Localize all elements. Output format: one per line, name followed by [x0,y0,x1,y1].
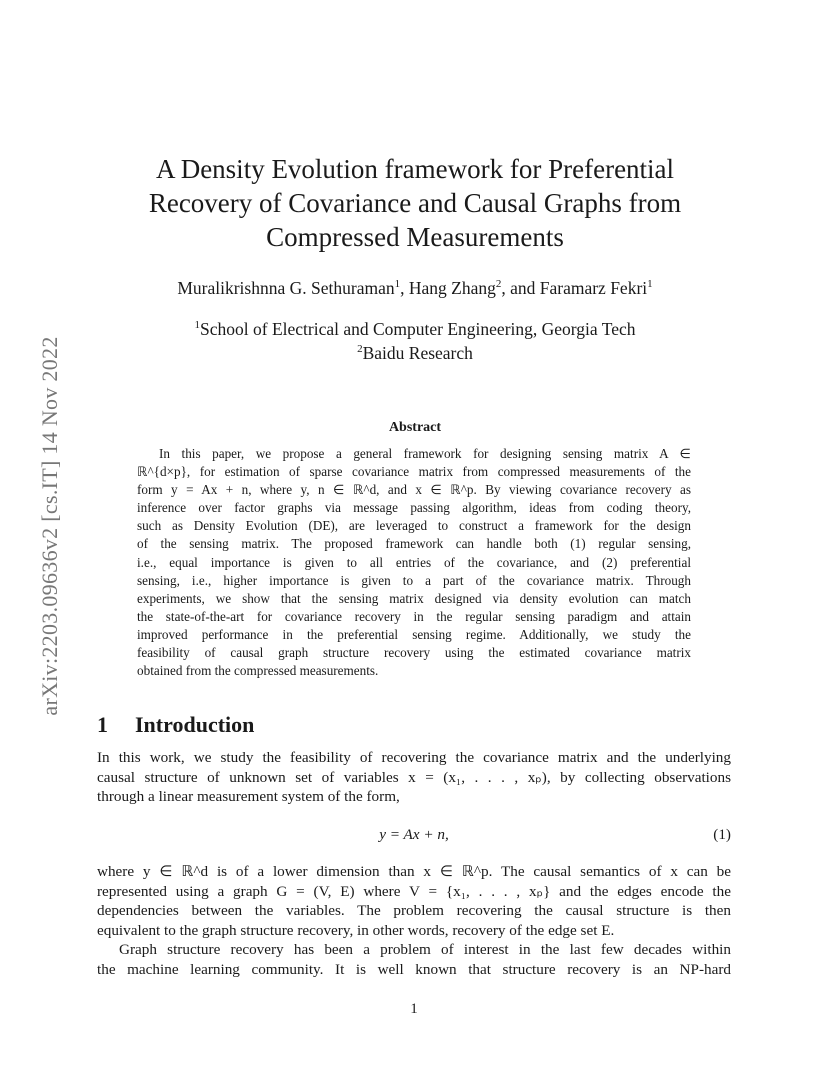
page-number: 1 [410,1001,418,1017]
title-line: Compressed Measurements [266,222,564,252]
author-name: Hang Zhang [408,278,496,298]
title-line: A Density Evolution framework for Preferential [155,154,675,184]
intro-paragraph [97,940,731,979]
paragraph-line: In this work, we study the feasibility of recovering the covariance matrix and the underlying [97,749,731,766]
affiliation-name: Baidu Research [362,343,473,363]
author-separator: , and [501,278,540,298]
author-affiliation-mark: 1 [647,278,653,290]
affiliation [100,341,730,365]
paragraph-line: causal structure of unknown set of variables x = (x₁, . . . , xₚ), by collecting observations [97,768,731,786]
title-line: Recovery of Covariance and Causal Graphs from [148,188,682,218]
paragraph-line: equivalent to the graph structure recovery, in other words, recovery of the edge set E. [97,921,615,939]
abstract-line: experiments, we show that the sensing matrix designed via density evolution can match [137,590,691,606]
paragraph-line: the machine learning community. It is well known that structure recovery is an NP-hard [97,960,731,978]
abstract-line: such as Density Evolution (DE), are leveraged to construct a framework for the design [137,518,691,534]
affiliation-mark: 2 [357,343,363,355]
abstract-line: the state-of-the-art for covariance recovery in the regular sensing paradigm and attain [137,608,691,624]
intro-paragraph [97,748,731,807]
section-number: 1 [97,712,108,737]
paragraph-line: through a linear measurement system of the form, [97,788,400,806]
abstract-line: sensing, i.e., higher importance is given to a part of the covariance matrix. Through [137,572,691,588]
author-separator: , [400,278,409,298]
paper-title [100,152,730,254]
abstract-line: of the sensing matrix. The proposed framework can handle both (1) regular sensing, [137,536,691,552]
abstract-line: form y = Ax + n, where y, n ∈ ℝ^d, and x ∈ ℝ^p. By viewing covariance recovery as [137,482,691,498]
abstract-body [137,445,691,680]
arxiv-identifier-stamp: arXiv:2203.09636v2 [cs.IT] 14 Nov 2022 [37,336,62,716]
intro-paragraph [97,862,731,940]
equation-body: y = Ax + n, [379,826,449,843]
abstract-line: feasibility of causal graph structure recovery using the estimated covariance matrix [137,645,691,661]
abstract-line: improved performance in the preferential sensing regime. Additionally, we study the [137,626,691,642]
affiliation [100,317,730,341]
paragraph-line: Graph structure recovery has been a problem of interest in the last few decades within [119,941,731,958]
abstract-line: i.e., equal importance is given to all entries of the covariance, and (2) preferential [137,554,691,570]
equation-number: (1) [713,826,731,843]
section-title: Introduction [135,712,255,737]
author-affiliation-mark: 2 [495,278,502,290]
abstract-line: In this paper, we propose a general framework for designing sensing matrix A ∈ [159,446,691,461]
author-list [100,278,730,299]
abstract-line: obtained from the compressed measurements. [137,663,379,679]
author-name: Muralikrishnna G. Sethuraman [177,278,395,298]
section-heading-introduction [97,712,254,738]
affiliation-name: School of Electrical and Computer Engineering, Georgia Tech [200,319,636,339]
abstract-heading: Abstract [388,420,442,435]
affiliation-list [100,317,730,365]
equation-1 [97,826,731,844]
paragraph-line: dependencies between the variables. The problem recovering the causal structure is then [97,902,731,920]
abstract-line: ℝ^{d×p}, for estimation of sparse covariance matrix from compressed measurements of the [137,464,691,480]
affiliation-mark: 1 [194,319,200,331]
paragraph-line: where y ∈ ℝ^d is of a lower dimension than x ∈ ℝ^p. The causal semantics of x can be [97,863,731,880]
author-name: Faramarz Fekri [539,278,648,298]
abstract-line: inference over factor graphs via message passing algorithm, ideas from coding theory, [137,500,691,516]
author-affiliation-mark: 1 [394,278,401,290]
paragraph-line: represented using a graph G = (V, E) where V = {x₁, . . . , xₚ} and the edges encode the [97,882,731,900]
